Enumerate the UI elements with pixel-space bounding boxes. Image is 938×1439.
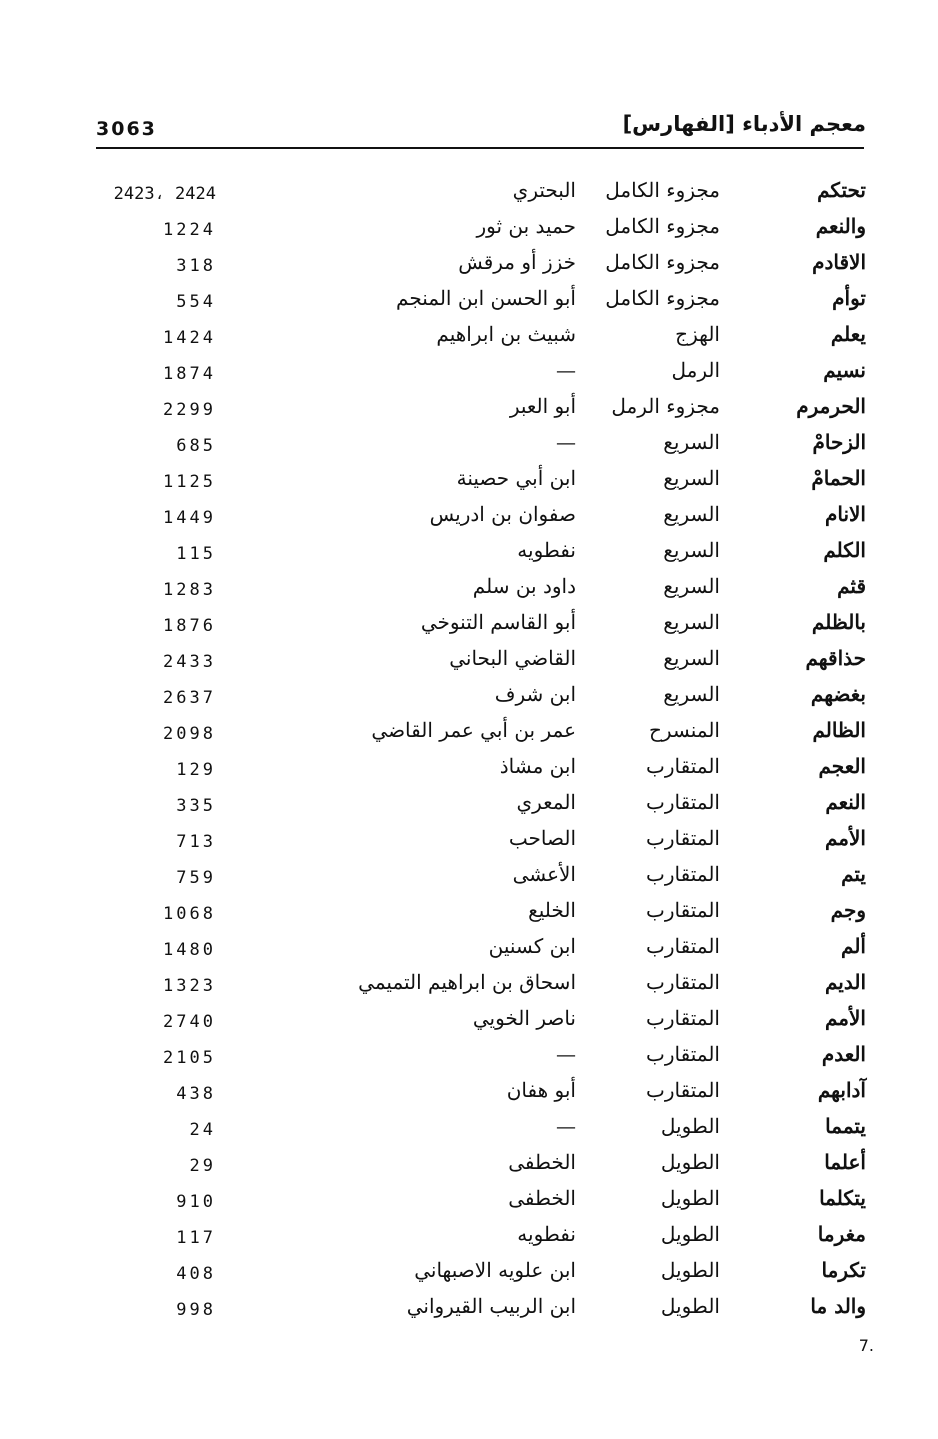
rhyme-word: الأمم bbox=[825, 826, 866, 850]
page-references: 115 bbox=[176, 544, 216, 564]
index-row bbox=[0, 608, 938, 644]
poetic-meter: المتقارب bbox=[646, 970, 720, 994]
rhyme-word: بالظلم bbox=[811, 610, 866, 634]
poetic-meter: السريع bbox=[663, 682, 720, 706]
poet-name: الخليع bbox=[528, 898, 576, 922]
rhyme-word: الظالم bbox=[812, 718, 866, 742]
page-references: 129 bbox=[176, 760, 216, 780]
index-row bbox=[0, 1040, 938, 1076]
poet-name: — bbox=[556, 358, 576, 382]
index-row bbox=[0, 428, 938, 464]
poet-name: ابن مشاذ bbox=[499, 754, 576, 778]
index-row bbox=[0, 824, 938, 860]
rhyme-word: يتكلما bbox=[819, 1186, 866, 1210]
poetic-meter: الطويل bbox=[660, 1150, 720, 1174]
poetic-meter: المتقارب bbox=[646, 790, 720, 814]
index-row bbox=[0, 392, 938, 428]
page-references: 2299 bbox=[163, 400, 216, 420]
poetic-meter: الرمل bbox=[671, 358, 720, 382]
index-row bbox=[0, 320, 938, 356]
poetic-meter: مجزوء الكامل bbox=[605, 250, 720, 274]
rhyme-word: الأمم bbox=[825, 1006, 866, 1030]
page-references: 1876 bbox=[163, 616, 216, 636]
rhyme-index-table bbox=[0, 176, 938, 1328]
poetic-meter: مجزوء الكامل bbox=[605, 286, 720, 310]
rhyme-word: والد ما bbox=[810, 1294, 866, 1318]
index-row bbox=[0, 788, 938, 824]
page-references: 24 bbox=[189, 1120, 216, 1140]
page-references: 318 bbox=[176, 256, 216, 276]
poetic-meter: الطويل bbox=[660, 1114, 720, 1138]
page-number: 3063 bbox=[96, 118, 157, 140]
poetic-meter: مجزوء الكامل bbox=[605, 178, 720, 202]
page-references: 335 bbox=[176, 796, 216, 816]
index-row bbox=[0, 176, 938, 212]
poet-name: — bbox=[556, 430, 576, 454]
poet-name: حميد بن ثور bbox=[476, 214, 576, 238]
rhyme-word: بغضهم bbox=[810, 682, 866, 706]
rhyme-word: تكرما bbox=[821, 1258, 866, 1282]
poetic-meter: المتقارب bbox=[646, 862, 720, 886]
index-row bbox=[0, 284, 938, 320]
index-row bbox=[0, 212, 938, 248]
poetic-meter: السريع bbox=[663, 538, 720, 562]
poet-name: نفطويه bbox=[517, 538, 576, 562]
page-references: 1125 bbox=[163, 472, 216, 492]
index-row bbox=[0, 1076, 938, 1112]
poetic-meter: الطويل bbox=[660, 1294, 720, 1318]
poet-name: شبيث بن ابراهيم bbox=[436, 322, 576, 346]
rhyme-word: وجم bbox=[830, 898, 866, 922]
header-divider bbox=[96, 147, 864, 149]
poet-name: — bbox=[556, 1042, 576, 1066]
rhyme-word: توأم bbox=[832, 286, 866, 310]
poet-name: نفطويه bbox=[517, 1222, 576, 1246]
index-row bbox=[0, 536, 938, 572]
rhyme-word: يعلم bbox=[830, 322, 866, 346]
poetic-meter: السريع bbox=[663, 610, 720, 634]
poetic-meter: المتقارب bbox=[646, 1006, 720, 1030]
page-references: 117 bbox=[176, 1228, 216, 1248]
page-references: 1480 bbox=[163, 940, 216, 960]
poet-name: البحتري bbox=[512, 178, 576, 202]
index-row bbox=[0, 860, 938, 896]
poet-name: صفوان بن ادريس bbox=[429, 502, 576, 526]
rhyme-word: والنعم bbox=[815, 214, 866, 238]
index-row bbox=[0, 1220, 938, 1256]
poet-name: المعري bbox=[516, 790, 576, 814]
page-references: 1874 bbox=[163, 364, 216, 384]
rhyme-word: أعلما bbox=[824, 1150, 866, 1174]
poetic-meter: المتقارب bbox=[646, 934, 720, 958]
poet-name: الخطفى bbox=[508, 1150, 576, 1174]
poetic-meter: الطويل bbox=[660, 1186, 720, 1210]
poetic-meter: المتقارب bbox=[646, 1078, 720, 1102]
page-references: 759 bbox=[176, 868, 216, 888]
rhyme-word: العجم bbox=[818, 754, 866, 778]
poetic-meter: السريع bbox=[663, 574, 720, 598]
poetic-meter: مجزوء الكامل bbox=[605, 214, 720, 238]
poetic-meter: السريع bbox=[663, 646, 720, 670]
index-row bbox=[0, 1112, 938, 1148]
page-references: 1424 bbox=[163, 328, 216, 348]
rhyme-word: الكلم bbox=[823, 538, 866, 562]
poetic-meter: المتقارب bbox=[646, 1042, 720, 1066]
poetic-meter: السريع bbox=[663, 466, 720, 490]
rhyme-word: الحرمرم bbox=[796, 394, 866, 418]
book-title: معجم الأدباء [الفهارس] bbox=[622, 112, 866, 136]
page-references: 438 bbox=[176, 1084, 216, 1104]
poet-name: الصاحب bbox=[508, 826, 576, 850]
page-references: 1283 bbox=[163, 580, 216, 600]
rhyme-word: الزحامْ bbox=[812, 430, 866, 454]
index-row bbox=[0, 1004, 938, 1040]
poetic-meter: المتقارب bbox=[646, 898, 720, 922]
page-references: 1323 bbox=[163, 976, 216, 996]
poetic-meter: الطويل bbox=[660, 1258, 720, 1282]
poetic-meter: الطويل bbox=[660, 1222, 720, 1246]
rhyme-word: آدابهم bbox=[817, 1078, 866, 1102]
index-row bbox=[0, 464, 938, 500]
page-references: 408 bbox=[176, 1264, 216, 1284]
rhyme-word: العدم bbox=[821, 1042, 866, 1066]
poet-name: خزز أو مرقش bbox=[458, 250, 576, 274]
poet-name: القاضي البحاني bbox=[449, 646, 576, 670]
rhyme-word: حذاقهم bbox=[805, 646, 866, 670]
poet-name: — bbox=[556, 1114, 576, 1138]
poet-name: عمر بن أبي عمر القاضي bbox=[371, 718, 576, 742]
index-row bbox=[0, 896, 938, 932]
poet-name: أبو القاسم التنوخي bbox=[420, 610, 576, 634]
rhyme-word: الاقادم bbox=[812, 250, 866, 274]
poet-name: ابن أبي حصينة bbox=[456, 466, 576, 490]
page-references: 2433 bbox=[163, 652, 216, 672]
rhyme-word: قثم bbox=[837, 574, 866, 598]
poet-name: أبو العبر bbox=[509, 394, 576, 418]
rhyme-word: الانام bbox=[824, 502, 866, 526]
page-references: 1224 bbox=[163, 220, 216, 240]
poet-name: ناصر الخويي bbox=[472, 1006, 576, 1030]
poetic-meter: السريع bbox=[663, 430, 720, 454]
rhyme-word: الديم bbox=[824, 970, 866, 994]
page-references: 2637 bbox=[163, 688, 216, 708]
page-references: 713 bbox=[176, 832, 216, 852]
index-row bbox=[0, 1148, 938, 1184]
rhyme-word: ألم bbox=[841, 934, 866, 958]
index-row bbox=[0, 500, 938, 536]
page-references: 2105 bbox=[163, 1048, 216, 1068]
page-references: 554 bbox=[176, 292, 216, 312]
poet-name: ابن الربيب القيرواني bbox=[406, 1294, 576, 1318]
index-row bbox=[0, 932, 938, 968]
page-references: 2098 bbox=[163, 724, 216, 744]
poet-name: الخطفى bbox=[508, 1186, 576, 1210]
rhyme-word: الحمامْ bbox=[811, 466, 866, 490]
page-references: 2423، 2424 bbox=[113, 184, 216, 204]
poetic-meter: المتقارب bbox=[646, 754, 720, 778]
poet-name: الأعشى bbox=[512, 862, 576, 886]
poetic-meter: الهزج bbox=[675, 322, 720, 346]
poet-name: ابن علويه الاصبهاني bbox=[414, 1258, 576, 1282]
rhyme-word: النعم bbox=[825, 790, 866, 814]
poetic-meter: المنسرح bbox=[648, 718, 720, 742]
index-row bbox=[0, 248, 938, 284]
rhyme-word: يتم bbox=[841, 862, 866, 886]
rhyme-word: نسيم bbox=[823, 358, 866, 382]
index-row bbox=[0, 1184, 938, 1220]
index-row bbox=[0, 1256, 938, 1292]
poet-name: ابن كسنين bbox=[488, 934, 576, 958]
index-row bbox=[0, 752, 938, 788]
index-row bbox=[0, 1292, 938, 1328]
page-references: 910 bbox=[176, 1192, 216, 1212]
rhyme-word: يتمما bbox=[825, 1114, 866, 1138]
poetic-meter: مجزوء الرمل bbox=[611, 394, 720, 418]
rhyme-word: مغرما bbox=[817, 1222, 866, 1246]
page-references: 1068 bbox=[163, 904, 216, 924]
page-references: 2740 bbox=[163, 1012, 216, 1032]
poet-name: أبو الحسن ابن المنجم bbox=[396, 286, 576, 310]
poetic-meter: المتقارب bbox=[646, 826, 720, 850]
index-row bbox=[0, 644, 938, 680]
index-row bbox=[0, 356, 938, 392]
poet-name: ابن شرف bbox=[494, 682, 576, 706]
poet-name: أبو هفان bbox=[506, 1078, 576, 1102]
poet-name: اسحاق بن ابراهيم التميمي bbox=[358, 970, 576, 994]
page-references: 29 bbox=[189, 1156, 216, 1176]
page-references: 998 bbox=[176, 1300, 216, 1320]
signature-mark: 7. bbox=[858, 1336, 874, 1355]
rhyme-word: تحتكم bbox=[817, 178, 866, 202]
poetic-meter: السريع bbox=[663, 502, 720, 526]
page-references: 1449 bbox=[163, 508, 216, 528]
page-references: 685 bbox=[176, 436, 216, 456]
poet-name: داود بن سلم bbox=[472, 574, 576, 598]
index-row bbox=[0, 968, 938, 1004]
index-row bbox=[0, 572, 938, 608]
index-row bbox=[0, 680, 938, 716]
index-row bbox=[0, 716, 938, 752]
